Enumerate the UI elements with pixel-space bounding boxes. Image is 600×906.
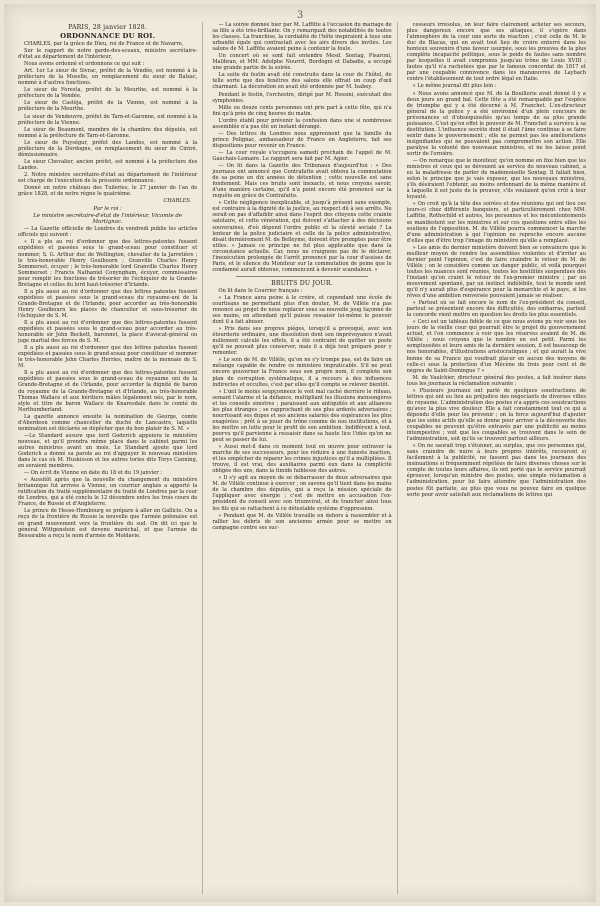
paragraph: » Pris dans ses propres piéges, lorsqu'il a provoqué, avec son étourderie ordinaire, une dissolution dont son imprévoyance n'avait nullement calculé les effets, il a été contraint de quitter un poste qu'il ne pouvait plus conserver, mais il a déjà tout préparé pour y remonter.	[212, 326, 392, 357]
paragraph: — On écrit de Vienne en date du 18 et du 19 janvier :	[24, 470, 162, 477]
paragraph: Il a plu aussi au roi d'ordonner que des lettres patentes fussent expédiées et passées sous le grand-sceau pour constituer et nommer le très-honorable John Charles Herries, maître de la monnaie de S. M.	[18, 345, 198, 370]
paragraph: » Pendant que M. de Villèle travaille en dehors à rassembler et à rallier les débris de son ancienne armée pour se mettre en campagne contre ses suc-	[212, 512, 392, 531]
par-le-roi: Par le roi :	[93, 206, 122, 213]
paragraph: La gazette annonce ensuite la nomination de George, comte d'Aberdeen comme chancelier du duché de Lancastre, laquelle nomination est déclarée se dépêcher que du bon plaisir de S. M. »	[18, 413, 198, 432]
paragraph: Le sieur Chevalier, ancien préfet, est nommé à la préfecture des Landes.	[18, 158, 198, 171]
paragraph: Il a plu aussi au roi d'ordonner que des lettres-patentes fussent expédiées et passées sous le grand-sceau du royaume uni de la Grande-Bretagne et de l'Irlande, pour accorder la dignité de baron du royaume de la Grande-Bretagne et d'Irlande, au très-honorable Thomas Wallace et aux héritiers mâles légalement nés, par le nom, style et titre de baron Wallace de Knaresdale dans le comté de Northumberland.	[18, 370, 198, 413]
column-3	[407, 22, 586, 894]
paragraph: Il a plu aussi au roi d'ordonner que des lettres patentes fussent expédiées et passées sous le grand-sceau du royaume-uni de la Grande-Bretagne et de l'Irlande, pour accorder au très-honorable Henry Goulbourn les places de chancelier et sous-trésorier de l'échiquier de S. M.	[18, 288, 198, 319]
paragraph: — On remarque que le moniteur, qu'on nomme en fixe bien que les ministres et ceux qui se dévouent au service du nouveau cabinet, a eu la maladresse de parler de mademoiselle Sontag. Il fallait bien, selon le principe que je vais exposer, que les nouveaux ministres, s'ils désiraient l'obtenir, au moins ordonnant de la même manière et à laquelle il est juste de le prouver, s'ils voulaient qu'on crût à leur loyauté.	[406, 158, 586, 201]
paragraph: Mille ou douze cents personnes ont pris part à cette fête, qui n'a fini qu'à près de cinq heures du matin.	[212, 104, 392, 117]
paragraph: « La France aura peine à le croire, et cependant une école de courtisans ne permettant plus d'en douter, M. de Villèle n'a pas renoncé au projet de nous replacer sous sa nouvelle joug façonné de ses mains, en attendant qu'il puisse ressaisir lui-même le pouvoir dont il a fait abuser.	[212, 294, 392, 326]
paragraph: — La Gazette officielle de Londres du vendredi publie les articles officiels qui suivent :	[18, 226, 198, 239]
section-heading: BRUITS DU JOUR.	[271, 279, 333, 287]
paragraph: Pendant le festin, l'orchestre, dirigé par M. Rossini, exécutait des symphonies.	[212, 91, 392, 104]
ordinance-heading: ORDONNANCE DU ROI.	[60, 32, 156, 40]
paragraph: « Plusieurs journaux ont parlé de quelques soustractions de lettres qui ont eu lieu au préjudice des négociants de diverses villes du royaume. L'administration des postes n'a appris ces soustractions qu'avec la plus vive douleur. Elle a fait constamment tout ce qui a dépendu d'elle pour les prévenir ; on la force aujourd'hui d'ajouter que les soins actifs qu'elle se donne pour arriver à la découverte des coupables ne peuvent qu'être entravés par une publicité au moins intempestive ; voit que les coupables se trouvent dans le sein de l'administration, soit qu'ils se trouvent partout ailleurs.	[406, 387, 586, 443]
paragraph: — La cour royale s'occupera samedi prochain de l'appel de M. Gauchais-Lemaire. Le rapport sera fait par M. Agier.	[212, 149, 392, 162]
paragraph: « Cette négligence inexplicable, et jusqu'à présent sans exemple, est contraire à la dignité de la justice, au respect dû à ses arrêts. Ne serait-on pas d'affaiblir ainsi dans l'esprit des citoyens cette crainte salutaire, et cette vénération, qui doivent s'attacher à des décisions souveraines, d'où dépend l'ordre public et la sûreté sociale ? La lenteur de la police judiciaire et celle de la police administrative, disait dernièrement M. de Belleyme, doivent être promptes pour être utiles. » Jamais ce principe ne fut plus applicable que dans la circonstance actuelle. Car, nous ne craignons pas de le déclarer, l'inexécution prolongée de l'arrêt prononcé par la cour d'assises de Paris, et le silence du Moniteur sur la commutation de peine que le condamné aurait obtenue, commencent à devenir scandaleux. »	[212, 200, 392, 273]
paragraph: » On ne saurait trop s'étonner, au surplus, que ces personnes qui, sans craindre de nuire à leurs propres intérêts, recourent si facilement à la publicité, ne fassent pas dans les journaux des insinuations si fréquemment répétées de faire diverses choses sur le compte de toutes leurs affaires, ils ont porté que le service pourrait éprouver, lorsqu'un ministre des postes, une simple réclamation à l'administration, pour lui faire attendre que l'administration des postes fût parfaite, au plus que vous ne pouvez faire en quelque sorte pour avoir satisfait aux réclamations de lettres qui	[406, 443, 586, 498]
paragraph: » Il s'y agit au moyen de se débarrasser de deux adversaires que M. de Villèle continue à exercer ; on savons qu'il tient dans les mains de la chambre des députés, qui a reçu la mission spéciale de l'appliquer avec énergie ; c'est de mettre en accusation l'ex-président du conseil avec son triumvirat, et de trancher ainsi tous les fils qui se rattachent à ce détestable système d'oppression.	[212, 475, 392, 512]
column-2	[212, 22, 397, 894]
paragraph: » On croit qu'à la tête des soirées et des réunions qui ont lieu ces jours-ci chez différents banquiers, et particulièrement chez MM. Laffitte, Rothschild et autres, les personnes et les mécontentements se manifestent sur les ministres et sur ces questions entre elles les soutiens de l'opposition. M. de Villèle pourra commencer la marche d'une administration à qui l'opinion ne reproche encore aucune d'elles que d'être trop l'image du ministère qu'elle a remplacé.	[406, 201, 586, 244]
paragraph: » Aussi met-il dans ce moment tout en œuvre pour entraver la marche de ses successeurs, pour les réduire à une funeste inaction, et les empêcher de réparer les crimes injustices qu'il a multipliées. Il trouve, il est vrai, des auxiliaires parmi eux dans la complicité obligée des uns, dans la timide faiblesse des autres.	[212, 444, 392, 475]
paragraph: » L'œil le moins soupçonneux le voit mal caché derrière le rideau, semant l'alarme et la défiance, multipliant les illusions mensongères et les conseils sinistres ; paraissant aux antiquités et aux alliances les plus étranges ; se rapprochant de ses plus ardents adversaires ; nourrissant ses dupes et ses anciens salariés des espérances les plus exagérées ; prêt à se jouer du trône comme de nos institutions, et à les mettre en lutte pour le profit de son ambition. Indifférent à tout, pourvu qu'il parvienne à ressaisir dans sa haute lice l'idée qu'on ne peut se passer de lui.	[212, 388, 392, 443]
paragraph: — Des lettres de Londres nous apprennent que la famille du prince Polignac, ambassadeur de France en Angleterre, fait ses dispositions pour revenir en France.	[212, 130, 392, 149]
paragraph: —Le Standard assure que lord Goderich appuiera le ministère nouveau, et qu'il prendra même place dans le cabinet parmi les autres ministres avant un mois. Le Standard ajoute que lord Goderich a donné sa parole au roi d'appuyer le nouveau ministère dans le cas où M. Huskisson et les autres tories dits Torys Canning, en seraient membres.	[18, 432, 198, 470]
paragraph: Le sieur de Foresta, préfet de la Meurthe, est nommé à la préfecture de la Vendée.	[18, 87, 198, 100]
paragraph: CHARLES, par la grâce de Dieu, roi de France et de Navarre,	[24, 41, 184, 47]
columns	[18, 22, 586, 894]
column-1	[18, 22, 203, 894]
paragraph: Le sieur de Vendeuvre, préfet de Tarn-et-Garonne, est nommé à la préfecture de la Vienne.	[18, 113, 198, 126]
paragraph: M. de Vaulchier, directeur général des postes, a fait insérer dans tous les journaux la réclamation suivante :	[406, 374, 586, 387]
paragraph: » Ceci est un tableau fidèle de ce que nous avions pu voir sous les jours de la vieille cour qui pourrait être le projet du gouvernement actuel, et l'on commence à voir que les réserves avaient de M. de Villèle ; nous croyons que le nombre en est petit. Parmi les somptuosités et leurs amis de la dernière session, il est beaucoup de nos honorables, d'illustrations aristocratiques ; et qui aurait la vive bonne de sa France qui voudrait placer en aucun des moyens de celle-ci sous la protection d'un Mécène de trois pour cent et de nègres de Saint-Domingue ? »	[406, 319, 586, 374]
paragraph: Donné en notre château des Tuileries, le 27 janvier de l'an de grâce 1828, et de notre règne le quatrième.	[18, 185, 198, 198]
page-number: 3	[296, 10, 304, 21]
paragraph: 2. Notre ministre secrétaire-d'état au département de l'intérieur est chargé de l'exécution de la présente ordonnance.	[18, 171, 198, 184]
paragraph: — On lit dans la Gazette des Tribunaux d'aujourd'hui : « Des journaux ont annoncé que Contrafatto avait obtenu la commutation de sa peine en dix années de détention ; cette nouvelle est sans fondement. Mais ces bruits sont inexacts, et nous croyons savoir, d'une manière certaine, qu'il n'a point encore été prononcé sur la requête en grâce de Contrafatto.	[212, 163, 392, 200]
paragraph: L'ordre établi pour prévenir la confusion dans une si nombreuse assemblée n'a pas été un instant dérangé.	[212, 117, 392, 130]
paragraph: » Le même journal dit plus loin :	[412, 83, 497, 90]
section-divider	[236, 276, 367, 277]
paragraph: cesseurs irrésolus, on leur faire clairement acheter ses secours, plus dangereux encore que ses attaques, il s'opère dans l'atmosphère de la cour une sorte de réaction ; c'est celle de M. le duc de Blacas, qui en avait tout lieu de croire enterré dans les honteux souvenirs d'une faveur usurpée, sous les preuves de la plus complète incapacité politique, sous le poids de fautes sans nombre par lesquelles il avait compromis jusqu'au trône de Louis XVIII ; fautes qu'il n'a rachetées que par le fameux concordat de 1817 et par une coupable connivence dans les manœuvres de Laybach contre l'établissement de tout ordre légal en Italie.	[406, 22, 586, 83]
paragraph: » Les amis du dernier ministère doivent bien se convaincre que le meilleur moyen de rendre les assemblées violentes et d'irriter au dernier point l'opinion, c'est de faire craindre le retour de M. de Villèle ; on le considère comme un danger public, et voilà pourquoi toutes les nuances sont réunies, toutes les hostilités suspendues dès l'instant qu'on craint le retour de l'ex-premier ministre ; par un mouvement spontané, par un instinct indélébile, tout le monde sent qu'il n'y aurait plus d'espérance pour la monarchie et le pays, si les rêves d'une ambition renversée pouvaient jamais se réaliser.	[406, 244, 586, 300]
dateline: PARIS, 28 janvier 1828.	[68, 24, 148, 31]
paragraph: La suite du festin avait été construite dans la cour de l'hôtel, de telle sorte que des fenêtres des salons elle offrait un coup d'œil charmant. La décoration en avait été ordonnée par M. Isabey.	[212, 72, 392, 91]
paragraph: Le sieur de Beaumont, membre de la chambre des députés, est nommé à la préfecture de Tarn-et-Garonne.	[18, 126, 198, 139]
paragraph: Art. 1er Le sieur de Sivrac, préfet de la Vendée, est nommé à la préfecture de la Moselle, en remplacement du sieur de Balzac, nommé à d'autres fonctions.	[18, 68, 198, 87]
newspaper-page	[4, 4, 596, 902]
paragraph: » Partout où se fait encore le nom de l'ex-président du conseil, partout se présentent encore des difficultés, des embarras, partout la concorde vient mettre en question les droits les plus essentiels.	[406, 300, 586, 319]
paragraph: « Nous avons annoncé que M. de la Bouillerie avait donné il y a deux jours un grand bal. Cette fête a été remarquable par l'espèce de triomphe qui y a été décerné à M. Franchet. L'ex-directeur général de la police y a été environné d'un plein concours de prévenances et d'obséquiosités qu'au temps de sa plus grande puissance. C'est qu'on effet le pouvoir de M. Franchet a survécu à sa destitution. L'influence secrète dont il était l'âme continue à se faire sentir dans le gouvernement ; elle ne permet pas les améliorations insignifiantes qui ne pouvaient pas compromettre son action. Elle paralyse la volonté des nouveaux ministres, et ne les laisse point sortir de l'ornière.	[406, 90, 586, 157]
paragraph: Le sieur de Castéja, préfet de la Vienne, est nommé à la préfecture de la Meurthe.	[18, 100, 198, 113]
paragraph: Le prince de Hesse-Hombourg se prépare à aller en Gallicie. On a reçu de la frontière de Russie la nouvelle que l'armée polonaise est en grand mouvement vers la frontière du sud. On dit ici que le général Wittgenstein est devenu maréchal, et que l'armée de Bessarabie a reçu le nom d'armée de Moldavie.	[18, 508, 198, 539]
royal-signature: CHARLES.	[163, 198, 192, 205]
paragraph: Sur le rapport de notre garde-des-sceaux, ministre secrétaire-d'état au département de l'intérieur,	[18, 48, 198, 61]
paragraph: Le sieur de Puységur, préfet des Landes, est nommé à la préfecture de la Dordogne, en remplacement du sieur de Cintré, démissionnaire.	[18, 139, 198, 158]
paragraph: On lit dans le Courrier français :	[218, 287, 303, 294]
paragraph: » Le soin de M. de Villèle, qu'on ne s'y trompe pas, est de faire un mélange capable de rendre ce ministère impraticable. S'il ne peut encore gouverner la France sous son propre nom, il complote son plan de corruption systématique, il a recours à des influences indirectes et occultes, c'est par elles qu'il compte se relever bientôt.	[212, 357, 392, 388]
paragraph: Un concert où se sont fait entendre Mesd. Sontag, Pisaroni, Malibran, et MM. Adolphe Nourrit, Bordogni et Dabadie, a occupé une grande partie de la soirée.	[212, 53, 392, 72]
paragraph: — La soirée donnée hier par M. Laffitte à l'occasion du mariage de sa fille a été très-brillante. On y remarquait des notabilités de toutes les classes. La franchise, la cordialité de l'hôte inspiraient à tous une urbanité égale qui contrastait avec les airs divers des invités. Les salons de M. Laffitte avaient peine à contenir la foule.	[212, 22, 392, 53]
paragraph: « Il a plu au roi d'ordonner que des lettres-patentes fussent expédiées et passées sous le grand-sceau pour constituer et nommer, S. G. Arthur duc de Wellington, chevalier de la Jarretière ; le très-honorable Henry Goulbourn ; Granville Charles Henry Sommerset, écuyer ; le très-honorable lord Granville Charles Henry Sommerset ; Francis Nathaniel Conyngham, écuyer, commissaires pour remplir les fonctions de trésorier de l'échiquier de la Grande-Bretagne et celles du lord haut-trésorier d'Irlande.	[18, 239, 198, 288]
paragraph: « Aussitôt après que la nouvelle du changement du ministère britannique fut arrivée à Vienne, un courrier anglais a apporté la ratification du traité supplémentaire du traité de Londres par la cour de Londres, qui a été conclu le 12 décembre entre les trois cours de France, de Russie et d'Angleterre.	[18, 477, 198, 508]
minister-signature: Le ministre secrétaire-d'état de l'intérieur, Vicomte de Martignac.	[33, 213, 183, 226]
paragraph: Il a plu aussi au roi d'ordonner que des lettres-patentes fussent expédiées et passées sous le grand-sceau pour accorder au très-honorable sir John Beckett, baronnet, la place d'avocat-général ou juge martial des forces de S. M.	[18, 320, 198, 345]
paragraph: Nous avons ordonné et ordonnons ce qui suit :	[24, 61, 145, 68]
